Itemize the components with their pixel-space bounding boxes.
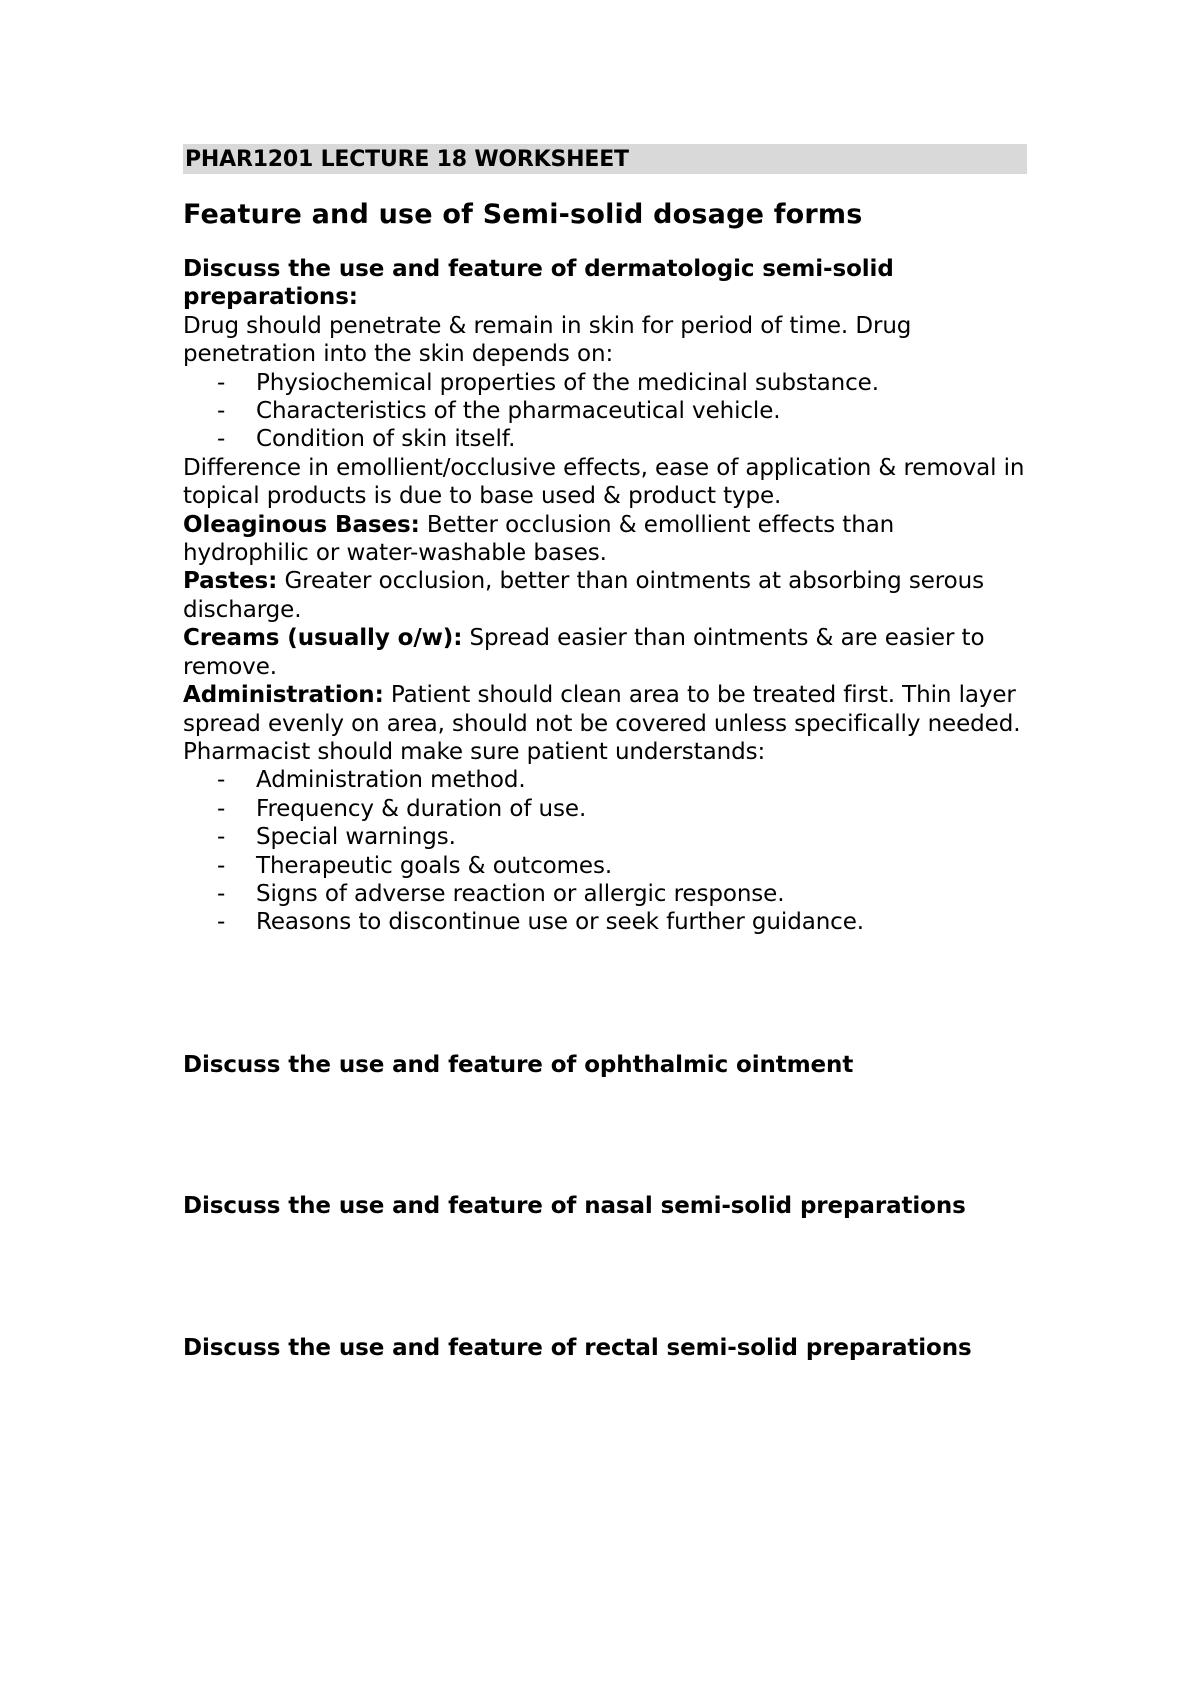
penetration-intro: Drug should penetrate & remain in skin for period of time. Drug penetration into the skin depends on: <box>183 312 912 368</box>
question-rectal: Discuss the use and feature of rectal semi-solid preparations <box>183 1334 972 1361</box>
bullet-dash: - <box>217 909 226 936</box>
list-item-text: Administration method. <box>256 767 526 794</box>
dermatologic-section <box>183 255 1027 937</box>
worksheet-title-bar <box>183 144 1027 174</box>
penetration-factors-list <box>183 369 1027 454</box>
pastes-paragraph <box>183 567 1027 624</box>
list-item <box>183 823 1027 851</box>
document-heading: Feature and use of Semi-solid dosage forms <box>183 199 863 230</box>
question-ophthalmic: Discuss the use and feature of ophthalmic ointment <box>183 1051 854 1078</box>
list-item <box>183 880 1027 908</box>
list-item-text: Frequency & duration of use. <box>256 795 587 822</box>
list-item <box>183 852 1027 880</box>
list-item-text: Special warnings. <box>256 824 456 851</box>
bullet-dash: - <box>217 795 226 822</box>
worksheet-title: PHAR1201 LECTURE 18 WORKSHEET <box>185 146 629 172</box>
bullet-dash: - <box>217 426 226 453</box>
administration-paragraph <box>183 681 1027 738</box>
list-item-text: Characteristics of the pharmaceutical vehicle. <box>256 398 781 425</box>
pharmacist-intro: Pharmacist should make sure patient understands: <box>183 738 766 765</box>
list-item-text: Reasons to discontinue use or seek further guidance. <box>256 909 864 936</box>
question-nasal: Discuss the use and feature of nasal semi-solid preparations <box>183 1193 966 1220</box>
list-item <box>183 425 1027 453</box>
bullet-dash: - <box>217 880 226 907</box>
question-dermatologic: Discuss the use and feature of dermatologic semi-solid preparations: <box>183 256 894 311</box>
document-content <box>183 144 1027 1362</box>
list-item <box>183 766 1027 794</box>
term-label: Oleaginous Bases: <box>183 511 420 538</box>
difference-text: Difference in emollient/occlusive effects, ease of application & removal in topical products is due to base used & product type. <box>183 454 1025 510</box>
list-item-text: Physiochemical properties of the medicinal substance. <box>256 369 879 396</box>
term-label: Administration: <box>183 682 384 709</box>
term-text: Greater occlusion, better than ointments at absorbing serous discharge. <box>183 568 984 623</box>
creams-paragraph <box>183 624 1027 681</box>
term-text: Patient should clean area to be treated first. Thin layer spread evenly on area, should not be covered unless specifically needed. <box>183 682 1021 737</box>
oleaginous-bases-paragraph <box>183 511 1027 568</box>
bullet-dash: - <box>217 824 226 851</box>
bullet-dash: - <box>217 398 226 425</box>
bullet-dash: - <box>217 852 226 879</box>
pharmacist-points-list <box>183 766 1027 936</box>
list-item-text: Condition of skin itself. <box>256 426 516 453</box>
term-text: Spread easier than ointments & are easier to remove. <box>183 625 985 680</box>
list-item <box>183 795 1027 823</box>
list-item-text: Signs of adverse reaction or allergic response. <box>256 880 785 907</box>
list-item <box>183 397 1027 425</box>
term-label: Pastes: <box>183 568 278 595</box>
list-item <box>183 908 1027 936</box>
list-item-text: Therapeutic goals & outcomes. <box>256 852 613 879</box>
term-label: Creams (usually o/w): <box>183 625 463 652</box>
bullet-dash: - <box>217 767 226 794</box>
bullet-dash: - <box>217 369 226 396</box>
term-text: Better occlusion & emollient effects than hydrophilic or water-washable bases. <box>183 511 895 567</box>
list-item <box>183 369 1027 397</box>
